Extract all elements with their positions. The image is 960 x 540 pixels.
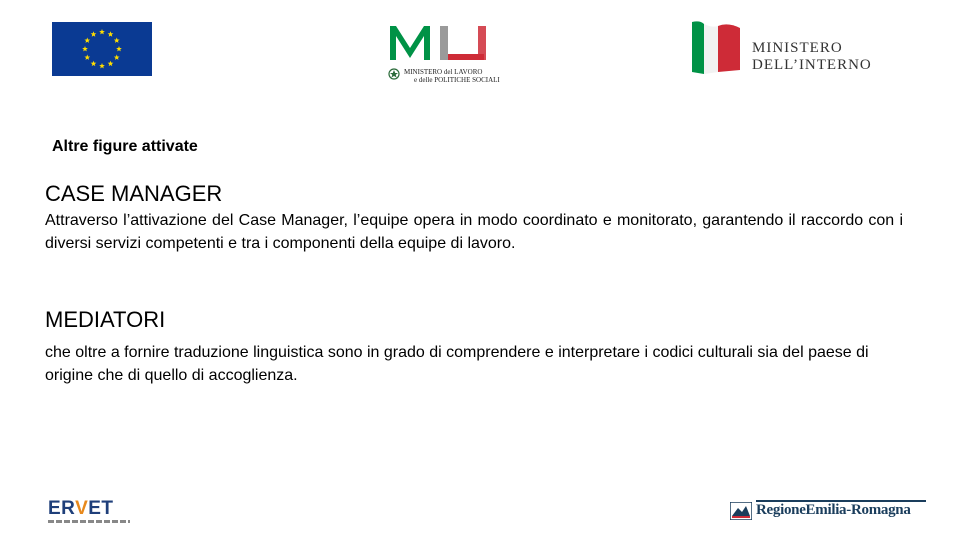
section-body-case-manager: Attraverso l’attivazione del Case Manager, l’equipe opera in modo coordinato e monitorato, garantendo il raccordo con i diversi servizi competenti e tra i componenti della equipe di lavoro.	[45, 212, 903, 252]
ministero-interno-text	[752, 40, 872, 74]
section-title-case-manager: CASE MANAGER	[45, 181, 223, 206]
eu-flag-icon	[52, 22, 152, 76]
mi-line2: DELL’INTERNO	[752, 57, 872, 73]
ml-caption-line2: e delle POLITICHE SOCIALI	[414, 76, 500, 84]
section-title-mediatori: MEDIATORI	[45, 307, 166, 332]
regione-wordmark: RegioneEmilia-Romagna	[756, 502, 911, 518]
ml-caption-line1: MINISTERO del LAVORO	[404, 68, 483, 76]
ervet-tagline-graphic	[48, 520, 130, 523]
mi-line1: MINISTERO	[752, 40, 843, 56]
ministero-interno-logo	[690, 18, 890, 76]
ervet-prefix: ER	[48, 498, 76, 519]
eu-flag-logo	[52, 22, 152, 76]
ml-monogram-icon	[386, 18, 492, 66]
section-body-mediatori: che oltre a fornire traduzione linguistica sono in grado di comprendere e interpretare i codici culturali sia del paese di origine che di quello di accoglienza.	[45, 344, 869, 384]
ministero-lavoro-logo	[386, 18, 500, 86]
emblem-icon	[388, 68, 400, 80]
regione-emilia-romagna-logo	[730, 500, 928, 524]
ervet-v: V	[75, 498, 89, 519]
ervet-wordmark	[48, 498, 114, 520]
ervet-logo	[46, 498, 134, 528]
regione-flag-icon	[730, 502, 752, 520]
italian-flag-icon	[690, 18, 742, 74]
ervet-suffix: ET	[88, 498, 114, 519]
subtitle: Altre figure attivate	[52, 138, 198, 155]
ml-caption	[404, 68, 500, 84]
